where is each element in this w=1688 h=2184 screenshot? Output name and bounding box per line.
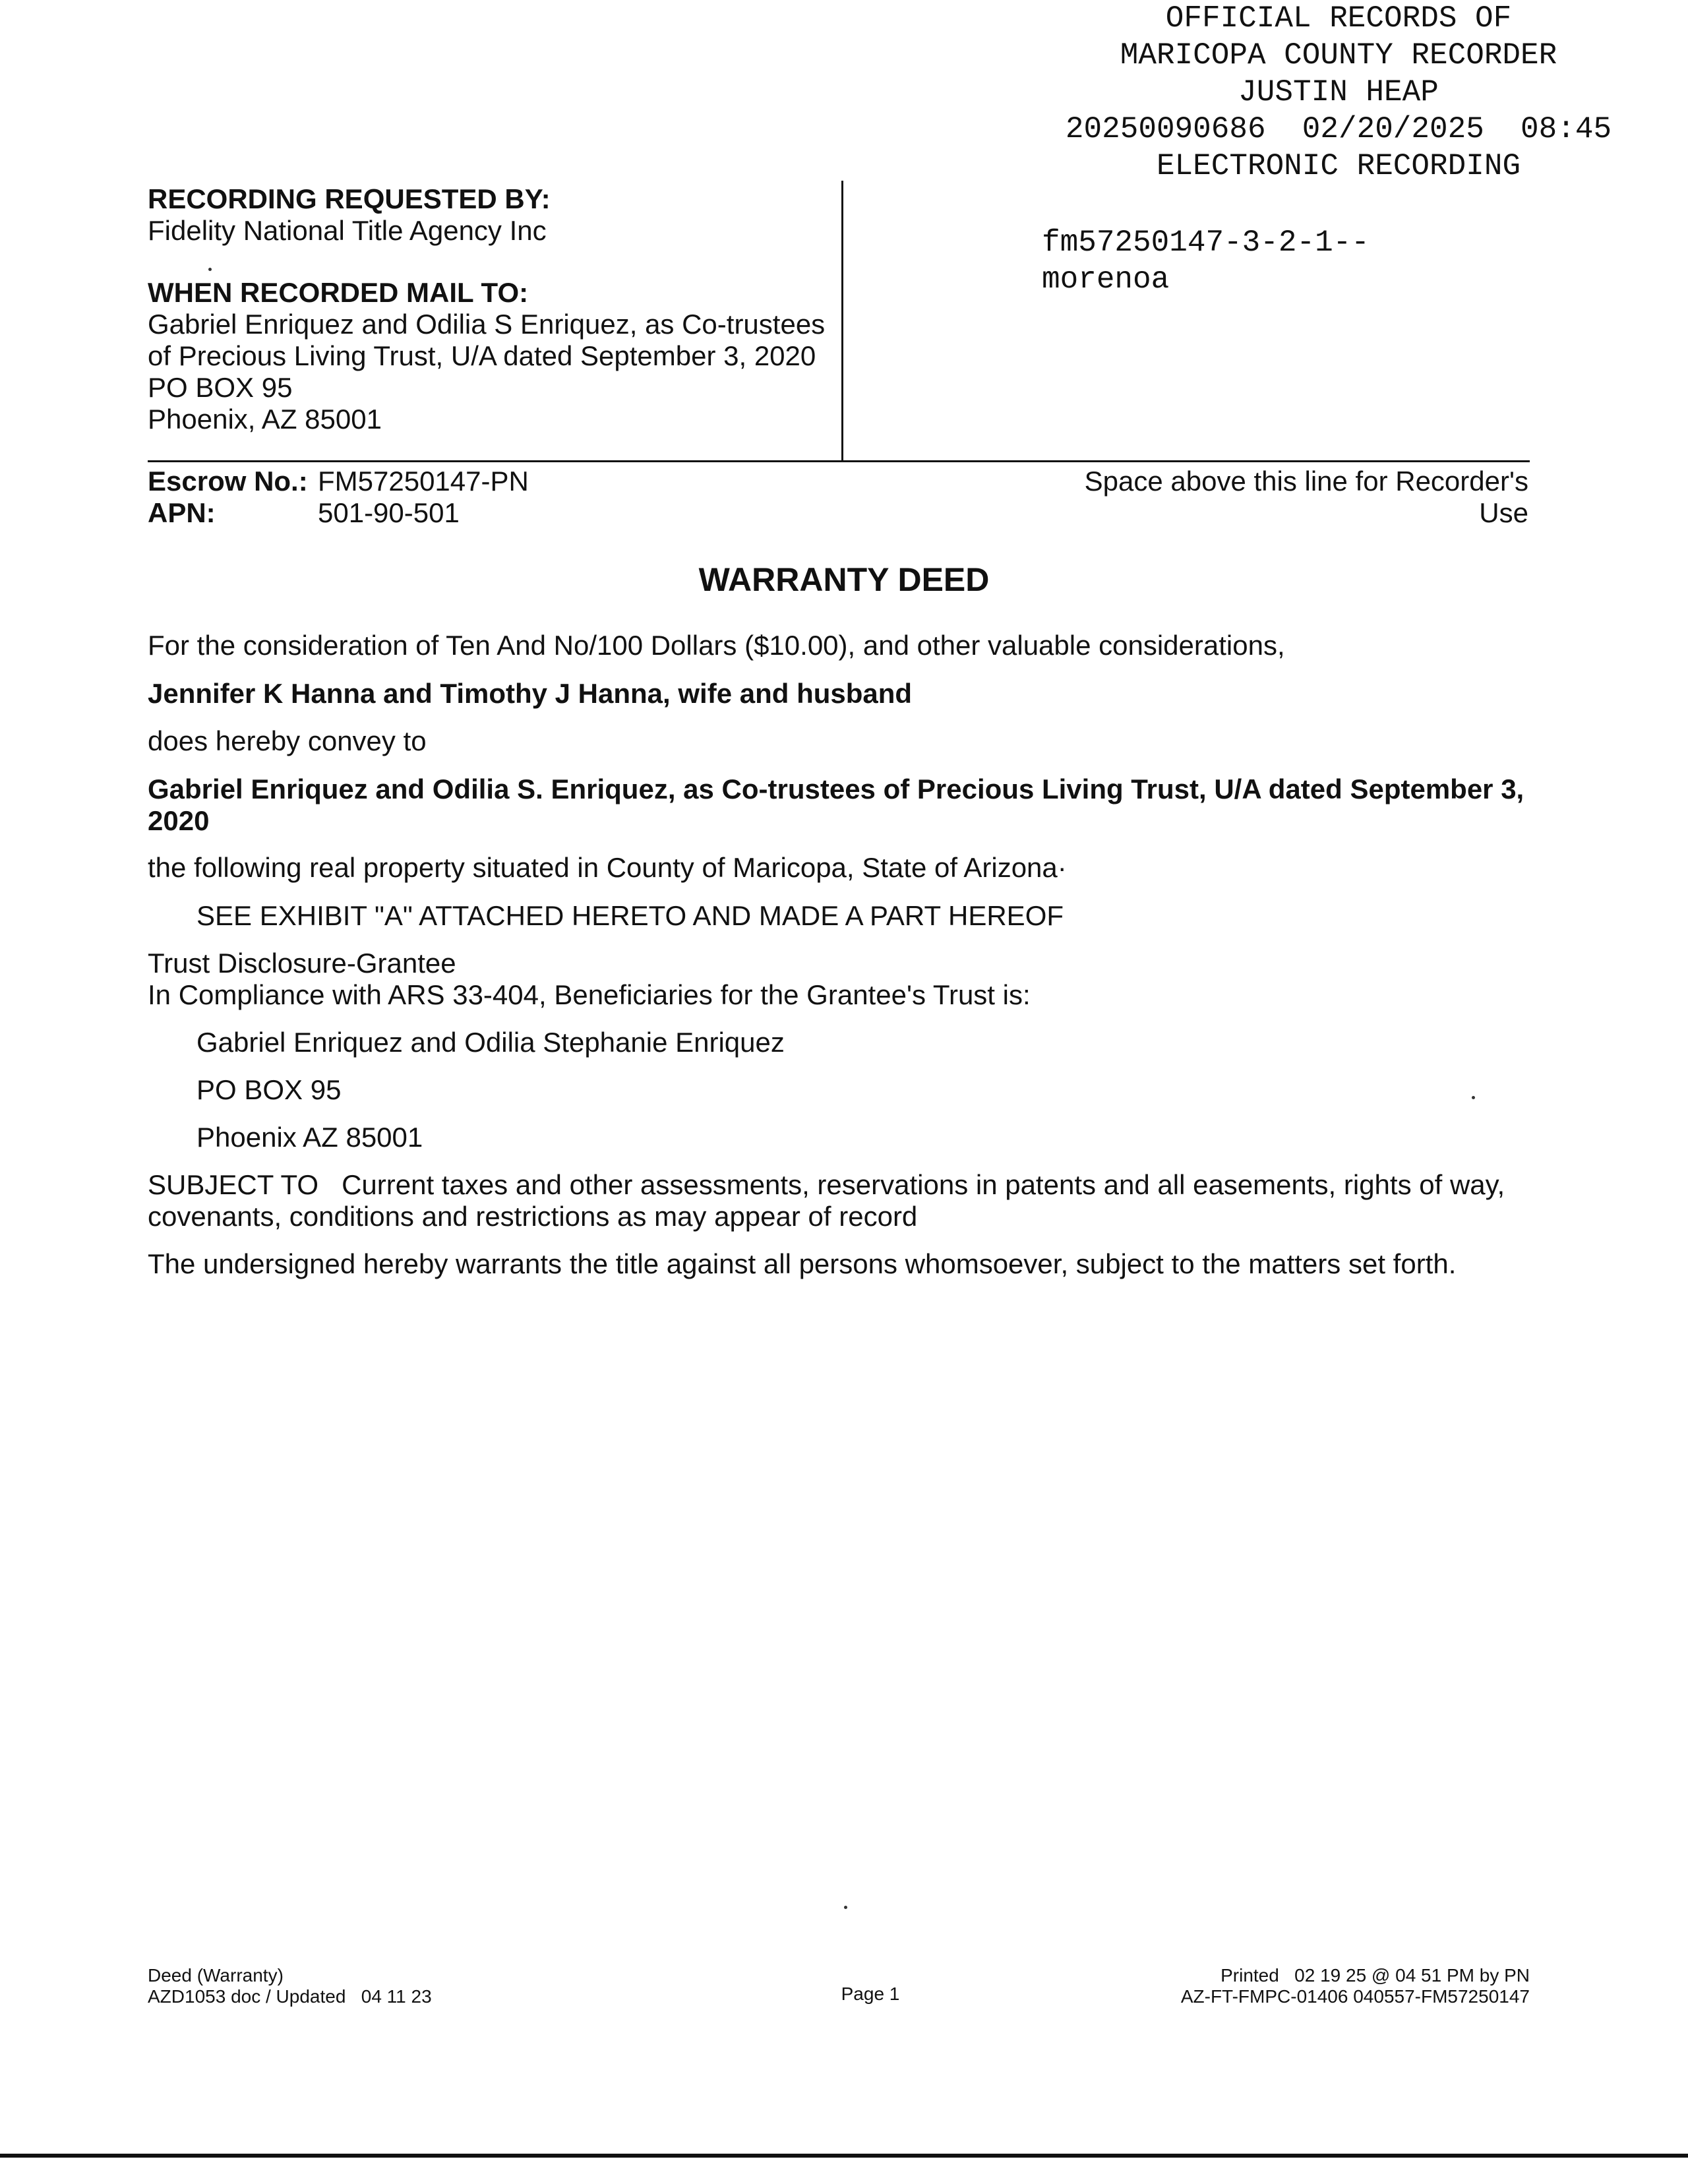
mail-to-line: Gabriel Enriquez and Odilia S Enriquez, as Co-trustees bbox=[148, 309, 826, 340]
subject-to-paragraph bbox=[148, 1169, 1532, 1232]
beneficiary-box: PO BOX 95 bbox=[196, 1074, 342, 1105]
mail-to-line: of Precious Living Trust, U/A dated September 3, 2020 bbox=[148, 340, 816, 371]
stamp-line-record-number-date: 20250090686 02/20/2025 08:45 bbox=[1065, 112, 1612, 146]
scan-speck bbox=[844, 1906, 847, 1909]
grantee-names bbox=[148, 774, 1532, 837]
escrow-label: Escrow No.: bbox=[148, 466, 308, 497]
recording-requested-label: RECORDING REQUESTED BY: bbox=[148, 183, 551, 214]
footer-form-name: Deed (Warranty) bbox=[148, 1965, 284, 1986]
scan-speck bbox=[1472, 1096, 1475, 1099]
stamp-line-recorder-name: JUSTIN HEAP bbox=[1238, 75, 1439, 109]
stamp-line-county-recorder: MARICOPA COUNTY RECORDER bbox=[1120, 38, 1557, 73]
document-code: fm57250147-3-2-1-- bbox=[1042, 226, 1370, 260]
subject-to-line: covenants, conditions and restrictions as may appear of record bbox=[148, 1201, 918, 1232]
consideration-paragraph: For the consideration of Ten And No/100 Dollars ($10.00), and other valuable considerations, bbox=[148, 630, 1285, 661]
footer-file-ref: AZ-FT-FMPC-01406 040557-FM57250147 bbox=[1180, 1986, 1530, 2007]
page-bottom-border bbox=[0, 2154, 1688, 2158]
document-user: morenoa bbox=[1042, 262, 1170, 297]
recorder-stamp bbox=[989, 0, 1688, 185]
scan-speck bbox=[208, 268, 212, 271]
warranty-statement: The undersigned hereby warrants the title against all persons whomsoever, subject to the matters set forth. bbox=[148, 1248, 1457, 1279]
mail-to-line: Phoenix, AZ 85001 bbox=[148, 404, 382, 435]
recorder-use-note: Space above this line for Recorder's Use bbox=[1084, 466, 1528, 528]
recording-requested-value: Fidelity National Title Agency Inc bbox=[148, 215, 547, 246]
trust-disclosure-block bbox=[148, 948, 1532, 1011]
footer-printed: Printed 02 19 25 @ 04 51 PM by PN bbox=[1221, 1965, 1530, 1986]
mail-to-label: WHEN RECORDED MAIL TO: bbox=[148, 277, 529, 308]
grantee-line: 2020 bbox=[148, 805, 210, 836]
escrow-value: FM57250147-PN bbox=[318, 466, 529, 497]
footer-form-info bbox=[148, 1965, 609, 2007]
apn-row bbox=[148, 497, 873, 529]
grantor-names: Jennifer K Hanna and Timothy J Hanna, wife and husband bbox=[148, 678, 913, 709]
stamp-line-official-records: OFFICIAL RECORDS OF bbox=[1165, 1, 1512, 36]
beneficiary-names: Gabriel Enriquez and Odilia Stephanie Enriquez bbox=[196, 1027, 785, 1058]
document-reference bbox=[1042, 224, 1635, 298]
document-title: WARRANTY DEED bbox=[698, 561, 990, 598]
trust-disclosure-heading: Trust Disclosure-Grantee bbox=[148, 948, 456, 979]
apn-value: 501-90-501 bbox=[318, 497, 460, 528]
property-statement: the following real property situated in County of Maricopa, State of Arizona· bbox=[148, 852, 1067, 883]
recorder-use-divider bbox=[148, 460, 1530, 462]
escrow-block bbox=[148, 466, 873, 529]
footer-form-code: AZD1053 doc / Updated 04 11 23 bbox=[148, 1986, 432, 2007]
escrow-row bbox=[148, 466, 873, 497]
grantee-line: Gabriel Enriquez and Odilia S. Enriquez, as Co-trustees of Precious Living Trust, U/A dated September 3, bbox=[148, 774, 1524, 804]
exhibit-reference: SEE EXHIBIT "A" ATTACHED HERETO AND MADE A PART HEREOF bbox=[196, 900, 1064, 931]
footer-page-number: Page 1 bbox=[841, 1984, 900, 2004]
compliance-statement: In Compliance with ARS 33-404, Beneficiaries for the Grantee's Trust is: bbox=[148, 979, 1031, 1010]
header-vertical-divider bbox=[841, 181, 843, 462]
convey-statement: does hereby convey to bbox=[148, 725, 427, 756]
mail-to-line: PO BOX 95 bbox=[148, 372, 293, 403]
subject-to-line: SUBJECT TO Current taxes and other assessments, reservations in patents and all easements, rights of way, bbox=[148, 1169, 1505, 1200]
footer-print-info bbox=[1055, 1965, 1530, 2007]
apn-label: APN: bbox=[148, 497, 216, 528]
beneficiary-city: Phoenix AZ 85001 bbox=[196, 1122, 423, 1153]
stamp-line-electronic-recording: ELECTRONIC RECORDING bbox=[1156, 149, 1521, 183]
recording-requested-block bbox=[148, 183, 833, 247]
mail-to-block bbox=[148, 277, 833, 435]
